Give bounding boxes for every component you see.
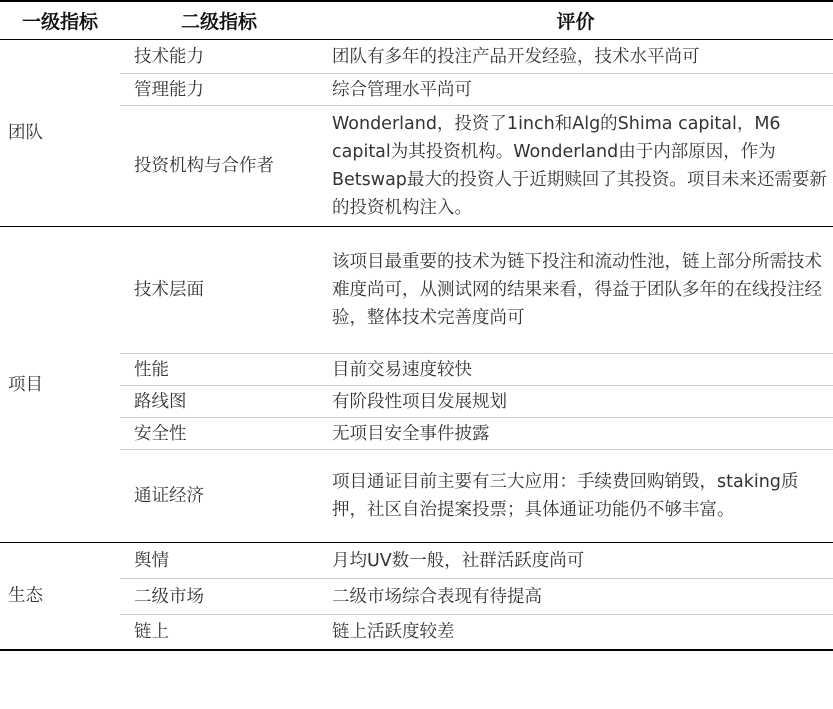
table-row [0, 615, 833, 651]
evaluation-text: 该项目最重要的技术为链下投注和流动性池，链上部分所需技术难度尚可，从测试网的结果来看，得益于团队多年的在线投注经验，整体技术完善度尚可 [318, 227, 833, 354]
table-row [0, 106, 833, 227]
table-header [0, 1, 833, 40]
table-row [0, 543, 833, 579]
evaluation-text: 链上活跃度较差 [318, 615, 833, 651]
metric-label: 安全性 [120, 418, 318, 450]
evaluation-text: 项目通证目前主要有三大应用：手续费回购销毁，staking质押，社区自治提案投票；具体通证功能仍不够丰富。 [318, 450, 833, 543]
metric-label: 路线图 [120, 386, 318, 418]
evaluation-text: 综合管理水平尚可 [318, 74, 833, 106]
metric-label: 技术能力 [120, 40, 318, 74]
evaluation-text: Wonderland，投资了1inch和Alg的Shima capital，M6 capital为其投资机构。Wonderland由于内部原因，作为Betswap最大的投资人于近期赎回了其投资。项目未来还需要新的投资机构注入。 [318, 106, 833, 227]
evaluation-text: 有阶段性项目发展规划 [318, 386, 833, 418]
table-row [0, 354, 833, 386]
evaluation-text: 二级市场综合表现有待提高 [318, 579, 833, 615]
table-row [0, 579, 833, 615]
metric-label: 通证经济 [120, 450, 318, 543]
table-body [0, 40, 833, 651]
table-row [0, 386, 833, 418]
table-row [0, 227, 833, 354]
table-row [0, 74, 833, 106]
evaluation-text: 团队有多年的投注产品开发经验，技术水平尚可 [318, 40, 833, 74]
metric-label: 投资机构与合作者 [120, 106, 318, 227]
metric-label: 二级市场 [120, 579, 318, 615]
header-row [0, 1, 833, 40]
metric-label: 技术层面 [120, 227, 318, 354]
header-evaluation: 评价 [318, 1, 833, 40]
metric-label: 舆情 [120, 543, 318, 579]
metric-label: 管理能力 [120, 74, 318, 106]
header-level2: 二级指标 [120, 1, 318, 40]
table-row [0, 40, 833, 74]
header-level1: 一级指标 [0, 1, 120, 40]
evaluation-text: 月均UV数一般，社群活跃度尚可 [318, 543, 833, 579]
evaluation-text: 无项目安全事件披露 [318, 418, 833, 450]
evaluation-text: 目前交易速度较快 [318, 354, 833, 386]
group-team-label: 团队 [0, 40, 120, 227]
table-row [0, 450, 833, 543]
metric-label: 链上 [120, 615, 318, 651]
group-project-label: 项目 [0, 227, 120, 543]
table-row [0, 418, 833, 450]
metric-label: 性能 [120, 354, 318, 386]
group-ecosystem-label: 生态 [0, 543, 120, 651]
